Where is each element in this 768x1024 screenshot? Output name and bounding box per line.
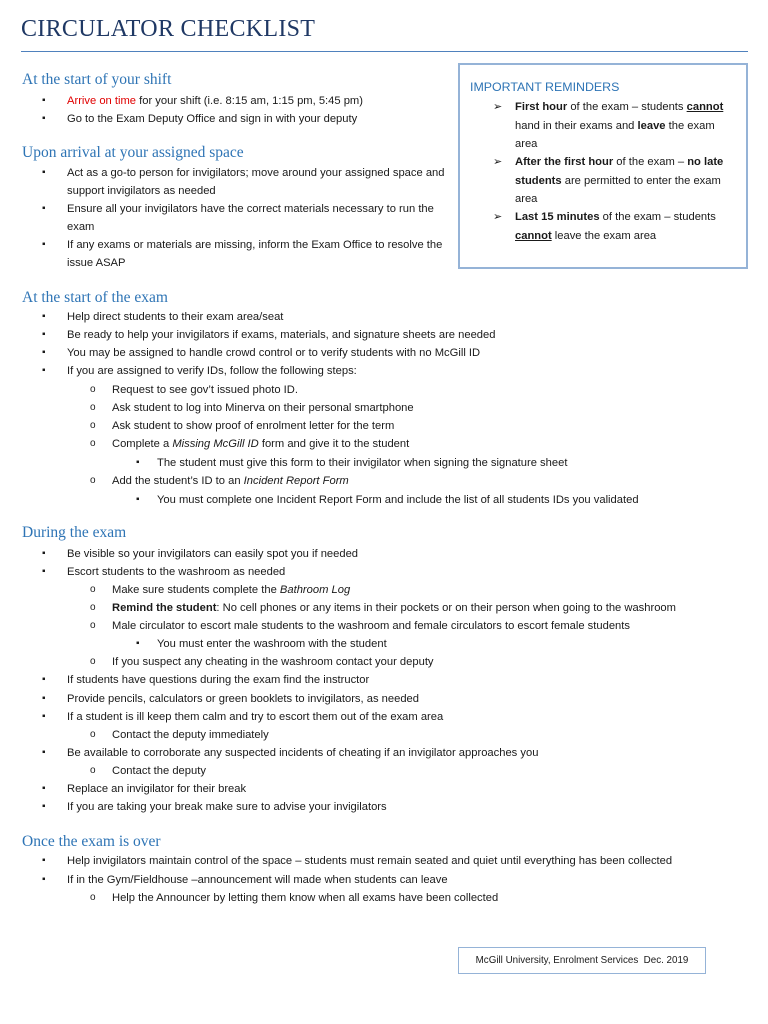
list-item: ▪ If you are taking your break make sure to advise your invigilators (45, 798, 705, 816)
list-item: ▪ Go to the Exam Deputy Office and sign in with your deputy (45, 110, 445, 128)
sub-item: o Add the student’s ID to an Incident Report Form (90, 472, 349, 490)
page-title: CIRCULATOR CHECKLIST (21, 16, 316, 42)
list-item: ▪ Help direct students to their exam area/seat (45, 308, 705, 326)
sub-item: o Ask student to log into Minerva on their personal smartphone (90, 399, 414, 417)
list-item: ▪ Help invigilators maintain control of the space – students must remain seated and quiet until everything has been collected (45, 852, 735, 870)
list-item: ▪ Replace an invigilator for their break (45, 780, 705, 798)
sub-item: o Request to see gov’t issued photo ID. (90, 381, 298, 399)
important-reminders-box (458, 63, 748, 269)
list-item: ▪ If in the Gym/Fieldhouse –announcement will made when students can leave (45, 871, 705, 889)
sub-item: o Ask student to show proof of enrolment letter for the term (90, 417, 394, 435)
title-divider (21, 51, 748, 52)
list-item: ▪ Be visible so your invigilators can easily spot you if needed (45, 545, 705, 563)
list-item: ▪ Ensure all your invigilators have the correct materials necessary to run the exam (45, 200, 445, 236)
section-heading-arrival: Upon arrival at your assigned space (22, 144, 244, 161)
sub-item: o Male circulator to escort male students to the washroom and female circulators to escort female students (90, 617, 630, 635)
list-item: ▪ If any exams or materials are missing, inform the Exam Office to resolve the issue ASAP (45, 236, 445, 272)
reminder-item: ➢ First hour of the exam – students cannot hand in their exams and leave the exam area (515, 98, 733, 154)
list-item: ▪ Be ready to help your invigilators if exams, materials, and signature sheets are needed (45, 326, 705, 344)
list-item: ▪ Escort students to the washroom as needed (45, 563, 705, 581)
list-item: ▪ If students have questions during the exam find the instructor (45, 671, 705, 689)
reminder-item: ➢ After the first hour of the exam – no late students are permitted to enter the exam area (515, 153, 733, 209)
sub-item: o Remind the student: No cell phones or any items in their pockets or on their person when going to the washroom (90, 599, 676, 617)
reminders-title: IMPORTANT REMINDERS (470, 80, 620, 94)
list-item: ▪ You may be assigned to handle crowd control or to verify students with no McGill ID (45, 344, 705, 362)
list-item: ▪ If you are assigned to verify IDs, follow the following steps: (45, 362, 705, 380)
section-heading-over: Once the exam is over (22, 833, 161, 850)
list-item: ▪ Provide pencils, calculators or green booklets to invigilators, as needed (45, 690, 705, 708)
section-heading-start-exam: At the start of the exam (22, 289, 168, 306)
arrive-on-time-text: Arrive on time (67, 95, 137, 107)
sub-item: o Help the Announcer by letting them know when all exams have been collected (90, 889, 498, 907)
section-heading-start-shift: At the start of your shift (22, 71, 172, 88)
sub-item: o Make sure students complete the Bathroom Log (90, 581, 350, 599)
sub-sub-item: ▪ You must enter the washroom with the student (136, 635, 387, 653)
sub-sub-item: ▪ You must complete one Incident Report Form and include the list of all students IDs you validated (136, 491, 639, 509)
sub-item: o Complete a Missing McGill ID form and give it to the student (90, 435, 409, 453)
sub-item: o Contact the deputy (90, 762, 206, 780)
list-item: ▪ Arrive on time for your shift (i.e. 8:15 am, 1:15 pm, 5:45 pm) (45, 92, 445, 110)
sub-item: o Contact the deputy immediately (90, 726, 269, 744)
sub-item: o If you suspect any cheating in the washroom contact your deputy (90, 653, 434, 671)
footer-credit: McGill University, Enrolment Services Dec. 2019 (458, 947, 706, 974)
section-heading-during: During the exam (22, 524, 127, 541)
list-item: ▪ If a student is ill keep them calm and try to escort them out of the exam area (45, 708, 705, 726)
list-item: ▪ Be available to corroborate any suspected incidents of cheating if an invigilator approaches you (45, 744, 705, 762)
sub-sub-item: ▪ The student must give this form to their invigilator when signing the signature sheet (136, 454, 567, 472)
reminder-item: ➢ Last 15 minutes of the exam – students cannot leave the exam area (515, 208, 733, 245)
list-item: ▪ Act as a go-to person for invigilators; move around your assigned space and support invigilators as needed (45, 164, 445, 200)
